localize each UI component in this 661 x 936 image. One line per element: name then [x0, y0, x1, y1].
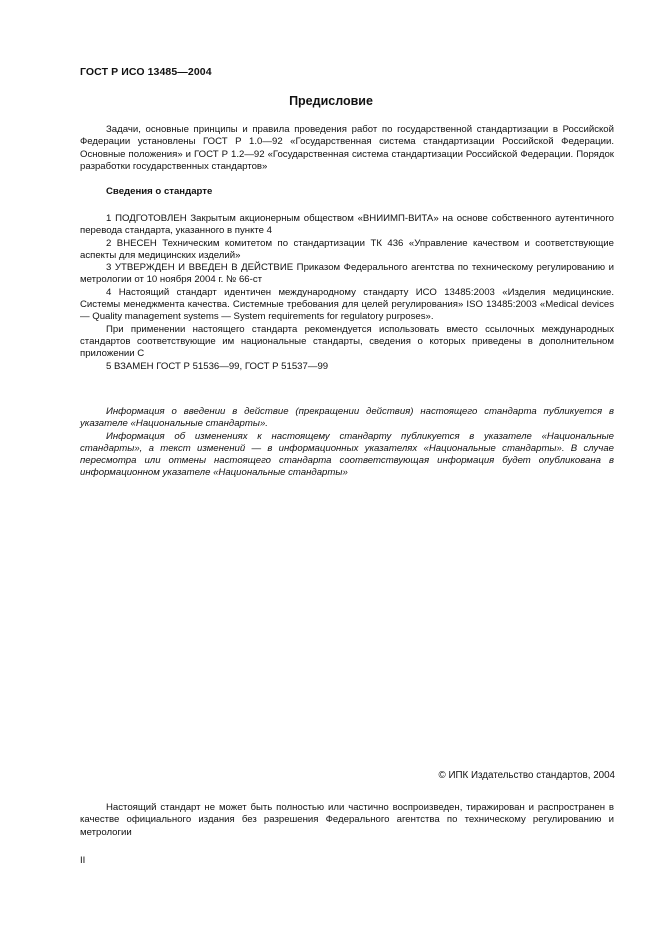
list-item: 3 УТВЕРЖДЕН И ВВЕДЕН В ДЕЙСТВИЕ Приказом Федерального агентства по техническому регулированию и метрологии от 10 ноября 2004 г. № 66-ст	[80, 262, 614, 286]
info-paragraph: Информация о введении в действие (прекращении действия) настоящего стандарта публикуется в указателе «Национальные стандарты».	[80, 406, 614, 430]
list-item: 1 ПОДГОТОВЛЕН Закрытым акционерным обществом «ВНИИМП-ВИТА» на основе собственного аутентичного перевода стандарта, указанного в пункте 4	[80, 213, 614, 237]
list-item: 2 ВНЕСЕН Техническим комитетом по стандартизации ТК 436 «Управление качеством и соответствующие аспекты для медицинских изделий»	[80, 237, 614, 261]
info-paragraph: Информация об изменениях к настоящему стандарту публикуется в указателе «Национальные стандарты», а текст изменений — в информационных указателях «Национальные стандарты». В случае пересмотра или отмены настоящего стандарта соответствующая информация будет опубликована в информационном указателе «Национальные стандарты»	[80, 430, 614, 479]
list-item: При применении настоящего стандарта рекомендуется использовать вместо ссылочных международных стандартов соответствующие им национальные стандарты, сведения о которых приведены в дополнительном приложении С	[80, 323, 614, 360]
reproduction-notice	[80, 802, 614, 839]
document-header: ГОСТ Р ИСО 13485—2004	[80, 66, 212, 78]
copyright-notice: © ИПК Издательство стандартов, 2004	[438, 770, 615, 781]
intro-section	[80, 124, 614, 173]
publication-info	[80, 406, 614, 480]
list-item: 4 Настоящий стандарт идентичен международному стандарту ИСО 13485:2003 «Изделия медицинские. Системы менеджмента качества. Системные требования для целей регулирования» ISO 13485:2003 «Medical devices — Quality management systems — System requirements for regulatory purposes».	[80, 286, 614, 323]
page-title: Предисловие	[289, 94, 373, 108]
list-item: 5 ВЗАМЕН ГОСТ Р 51536—99, ГОСТ Р 51537—99	[106, 360, 329, 372]
section-heading: Сведения о стандарте	[106, 186, 213, 197]
standard-info-list	[80, 213, 614, 373]
notice-paragraph: Настоящий стандарт не может быть полностью или частично воспроизведен, тиражирован и распространен в качестве официального издания без разрешения Федерального агентства по техническому регулированию и метрологии	[80, 802, 614, 838]
page-number: II	[80, 855, 86, 866]
intro-paragraph: Задачи, основные принципы и правила проведения работ по государственной стандартизации в Российской Федерации установлены ГОСТ Р 1.0—92 «Государственная система стандартизации Российской Федерации. Основные положения» и ГОСТ Р 1.2—92 «Государственная система стандартизации Российской Федерации. Порядок разработки государственных стандартов»	[80, 124, 614, 172]
